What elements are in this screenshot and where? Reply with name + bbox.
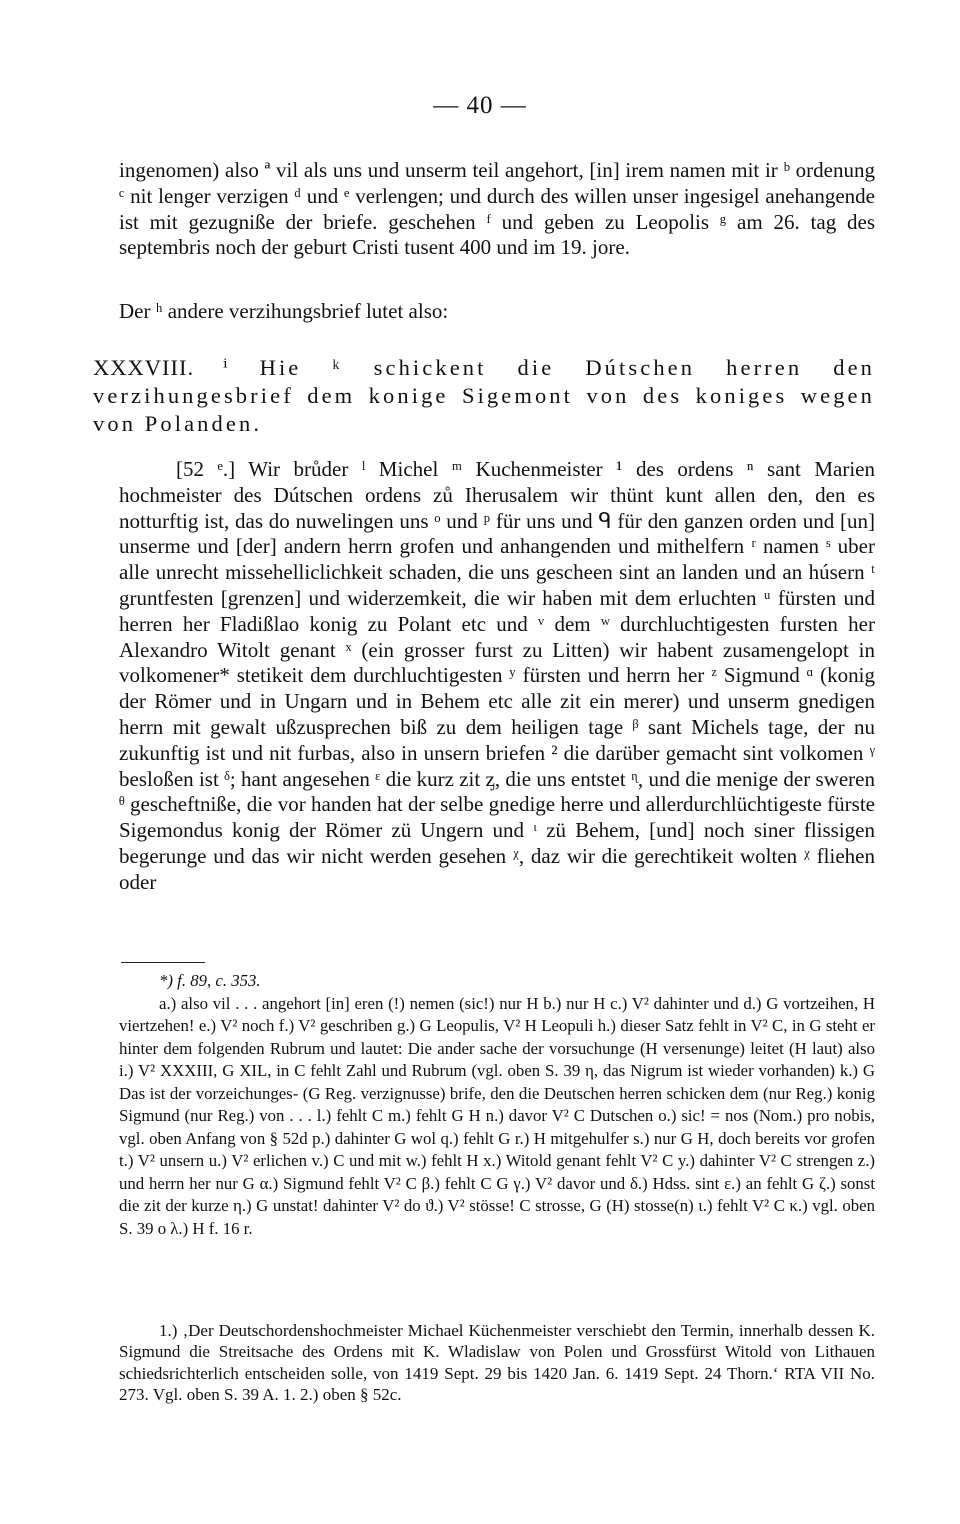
body-text: [52 ᵉ.] Wir brůder ˡ Michel ᵐ Kuchenmeister ¹ des ordens ⁿ sant Marien hochmeister des Dútschen ordens zů Iherusalem wir thünt kunt allen den, den es notturftig ist, das do nuwelingen uns ᵒ und ᵖ für uns und ᑫ für den ganzen orden und [un] unserme und [der] andern herrn grofen und anhangenden und mithelfern ʳ namen ˢ uber alle unrecht missehelliclichkeit schaden, die uns gescheen sint an landen und an húsern ᵗ gruntfesten [grenzen] und widerzemkeit, die wir haben mit dem erluchten ᵘ fürsten und herren her Fladißlao konig zu Polant etc und ᵛ dem ʷ durchluchtigesten fursten her Alexandro Witolt genant ˣ (ein grosser furst zu Litten) wir habent zusamengelopt in volkomener* stetikeit dem durchluchtigesten ʸ fürsten und herrn her ᶻ Sigmund ᵅ (konig der Römer und in Ungarn und in Behem etc alle zit ein merer) und unserm gnedigen herrn mit gewalt ußzusprechen biß zu dem heiligen tage ᵝ sant Michels tage, der nu zukunftig ist und nit furbas, also in unsern briefen ² die darüber gemacht sint volkomen ᵞ besloßen ist ᵟ; hant angesehen ᵋ die kurz zit ᶎ, die uns entstet ᶯ, und die menige der sweren ᶿ gescheftniße, die vor handen hat der selbe gnedige herre und allerdurchlüchtigeste fürste Sigemondus konig der Römer zü Ungern und ᶥ zü Behem, [und] noch siner flissigen begerunge und das wir nicht werden gesehen ᵡ, daz wir die gerechtikeit wolten ᵡ fliehen oder (119, 457, 875, 894)
intro-line-block (119, 299, 875, 325)
footnote-divider (121, 962, 205, 963)
section-heading (93, 354, 875, 438)
section-title: Hie ᵏ schickent die Dútschen herren den verzihungesbrief dem konige Sigemont von des koniges wegen von Polanden. (93, 355, 876, 436)
star-note: *) f. 89, c. 353. (159, 971, 261, 990)
historical-footnote (119, 1320, 875, 1405)
variant-notes (119, 970, 875, 1240)
footnote-text: 1.) ‚Der Deutschordenshochmeister Michael Küchenmeister verschiebt den Termin, innerhalb dessen K. Sigmund die Streitsache des Ordens mit K. Wladislaw von Polen und Grossfürst Witold von Lithauen schiedsrichterlich entscheiden solle, von 1419 Sept. 29 bis 1420 Jan. 6. 1419 Sept. 24 Thorn.‘ RTA VII No. 273. Vgl. oben S. 39 A. 1. 2.) oben § 52c. (119, 1321, 875, 1404)
intro-line: Der ʰ andere verzihungsbrief lutet also: (119, 299, 449, 323)
body-paragraph (119, 457, 875, 896)
continuation-text: ingenomen) also ª vil als uns und unserm teil angehort, [in] irem namen mit ir ᵇ ordenung ᶜ nit lenger verzigen ᵈ und ᵉ verlengen; und durch des willen unser ingesigel anehangende ist mit gezugniße der briefe. geschehen ᶠ und geben zu Leopolis ᵍ am 26. tag des septembris noch der geburt Cristi tusent 400 und im 19. jore. (119, 158, 875, 260)
page-number: — 40 — (433, 92, 527, 119)
continuation-paragraph (119, 158, 875, 261)
section-number: XXXVIII. ⁱ (93, 355, 229, 380)
variant-apparatus: a.) also vil . . . angehort [in] eren (!) nemen (sic!) nur H b.) nur H c.) V² dahinter und d.) G vortzeihen, H viertzehen! e.) V² noch f.) V² geschriben g.) G Leopulis, V² H Leopuli h.) dieser Satz fehlt in V² C, in G steht er hinter dem folgenden Rubrum und lautet: Die ander sache der vorsuchunge (H versenunge) leitet (H laut) also i.) V² XXXIII, G XIL, in C fehlt Zahl und Rubrum (vgl. oben S. 39 η, das Nigrum ist wieder vorhanden) k.) G Das ist der vorzeichunges- (G Reg. verzignusse) brife, den die Deutschen herren schicken dem (nur Reg.) konig Sigmund (nur Reg.) von . . . l.) fehlt C m.) fehlt G H n.) davor V² C Dutschen o.) sic! = nos (Nom.) pro nobis, vgl. oben Anfang von § 52d p.) dahinter G wol q.) fehlt G r.) H mitgehulfer s.) nur G H, doch bereits vor grofen t.) V² unsern u.) V² erlichen v.) C und mit w.) fehlt H x.) Witold genant fehlt V² C y.) dahinter V² C strengen z.) und herrn her nur G α.) Sigmund fehlt V² C β.) fehlt C G γ.) V² davor und δ.) Hdss. sint ε.) an fehlt G ζ.) sonst die zit der kurze η.) G unstat! dahinter V² do ϑ.) V² stösse! C strosse, G (H) stosse(n) ι.) fehlt V² C κ.) vgl. oben S. 39 o λ.) H f. 16 r. (119, 993, 875, 1238)
